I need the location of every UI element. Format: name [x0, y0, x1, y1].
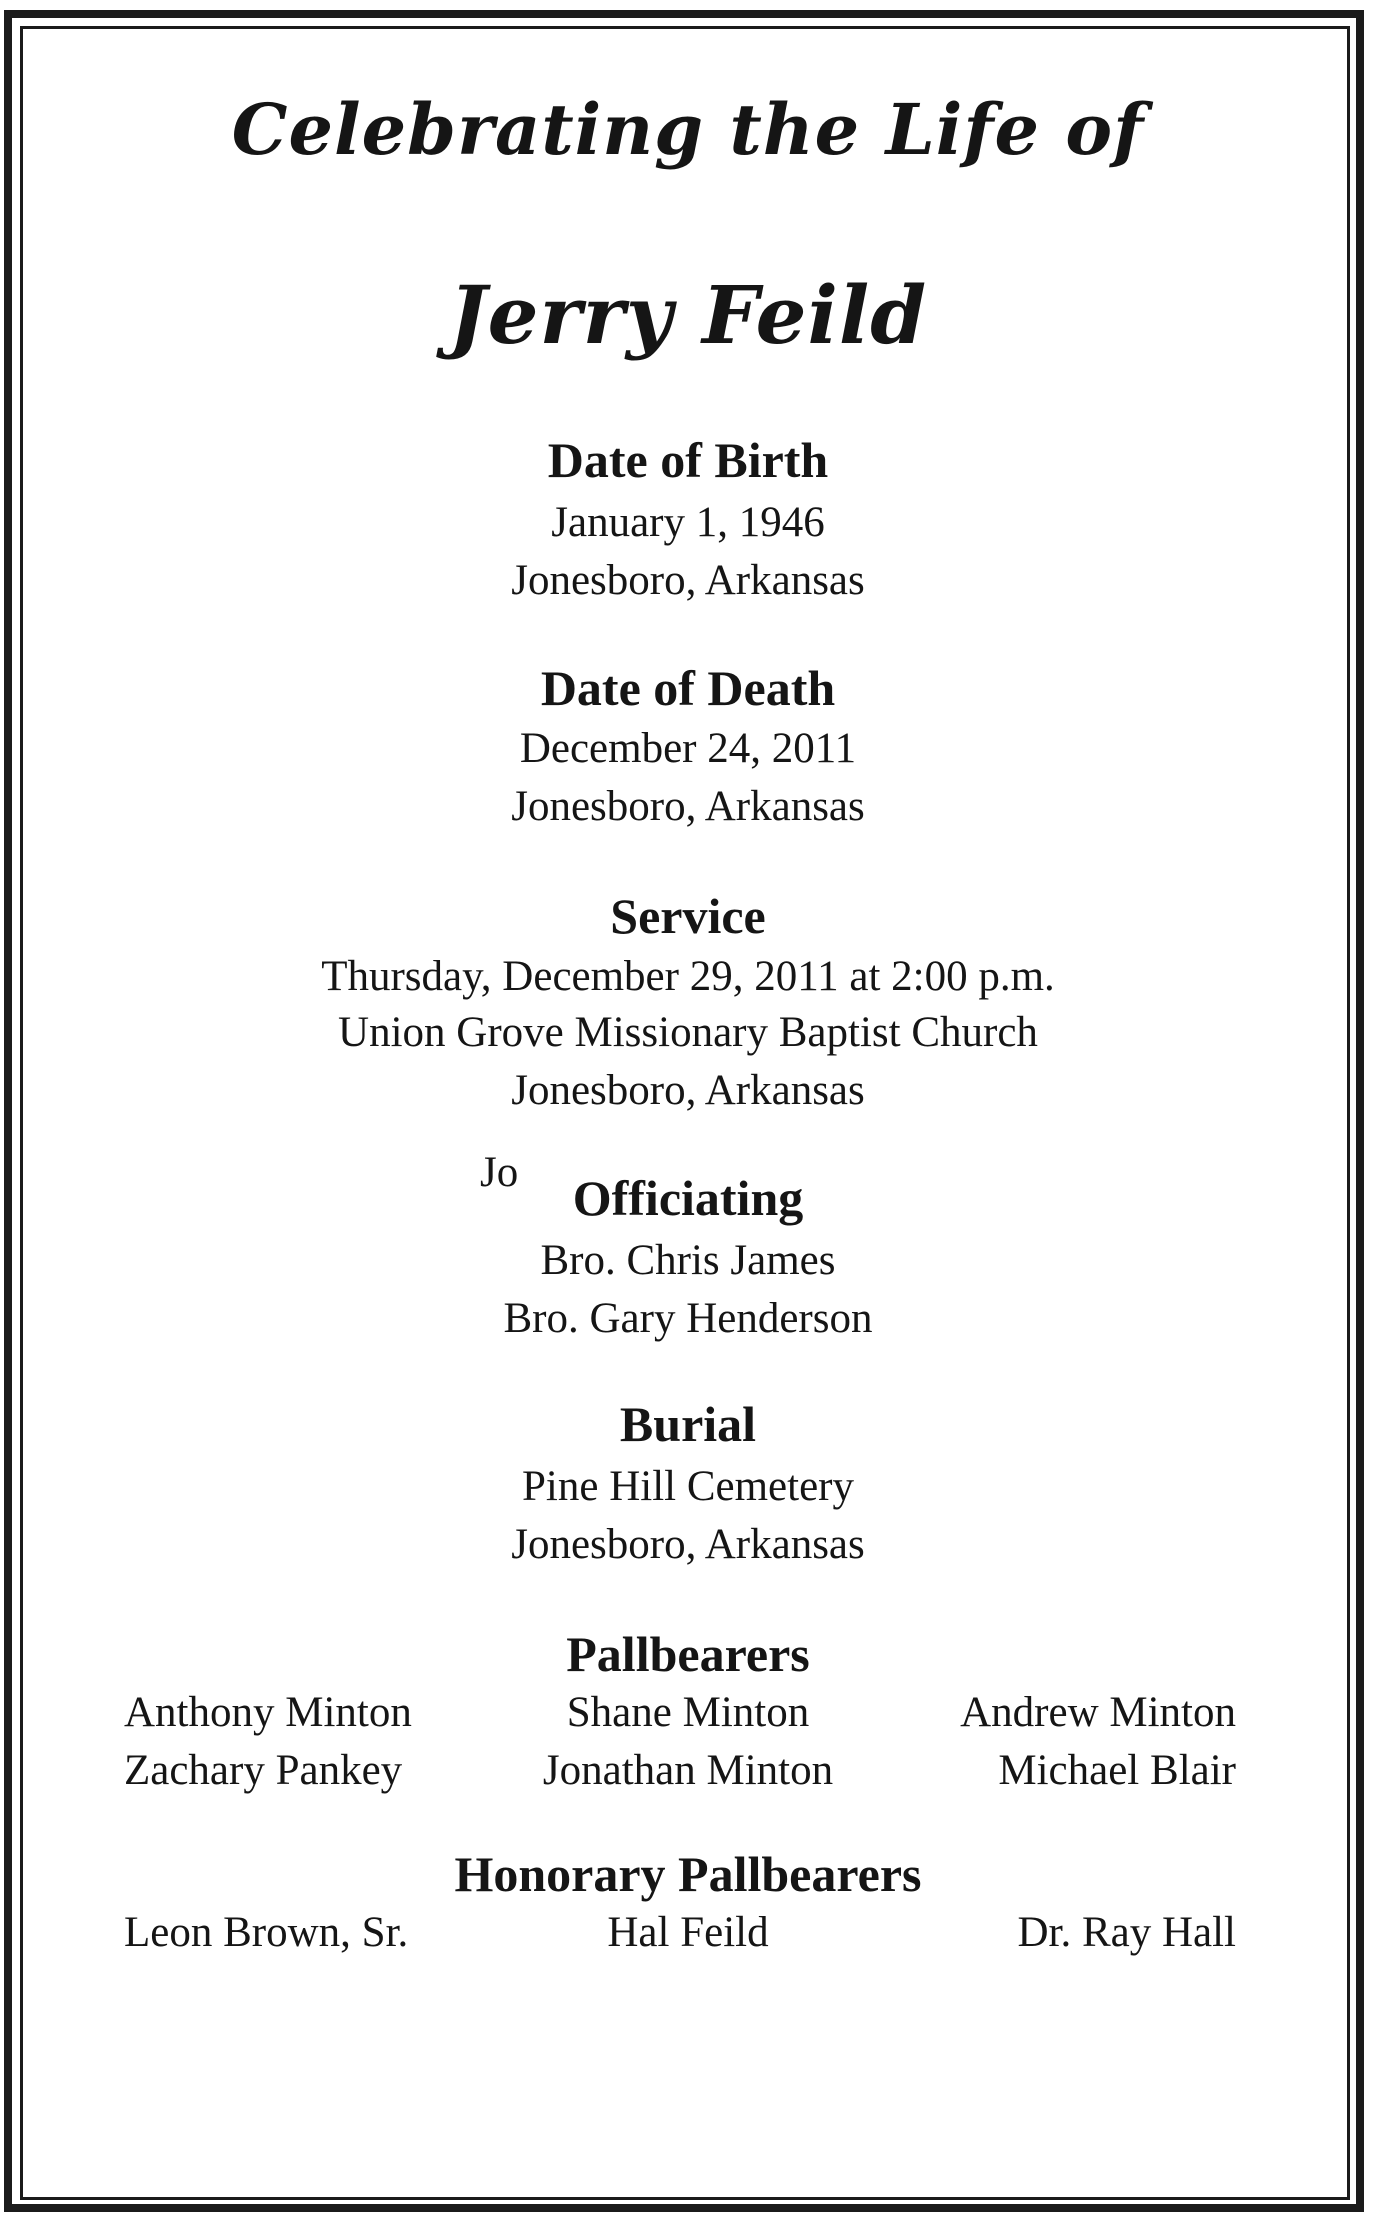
- death-date: December 24, 2011: [519, 725, 857, 772]
- deceased-name: Jerry Feild: [448, 268, 928, 362]
- honorary-pallbearers-heading: Honorary Pallbearers: [454, 1846, 922, 1902]
- pallbearer-name: Michael Blair: [998, 1747, 1236, 1794]
- date-of-birth-heading: Date of Birth: [547, 432, 829, 488]
- service-heading: Service: [610, 888, 766, 944]
- service-datetime: Thursday, December 29, 2011 at 2:00 p.m.: [321, 953, 1055, 1000]
- honorary-pallbearer-name: Dr. Ray Hall: [1017, 1909, 1236, 1956]
- death-place: Jonesboro, Arkansas: [511, 783, 865, 830]
- service-venue: Union Grove Missionary Baptist Church: [338, 1009, 1038, 1056]
- burial-place: Jonesboro, Arkansas: [511, 1521, 865, 1568]
- officiant-1: Bro. Chris James: [540, 1237, 836, 1284]
- pallbearer-name: Jonathan Minton: [542, 1747, 834, 1794]
- stray-text: Jo: [480, 1149, 519, 1196]
- date-of-death-heading: Date of Death: [540, 660, 836, 716]
- service-place: Jonesboro, Arkansas: [511, 1067, 865, 1114]
- pallbearer-name: Shane Minton: [566, 1689, 810, 1736]
- program-title: Celebrating the Life of: [231, 88, 1145, 171]
- birth-place: Jonesboro, Arkansas: [511, 557, 865, 604]
- officiant-2: Bro. Gary Henderson: [503, 1295, 873, 1342]
- pallbearer-name: Zachary Pankey: [124, 1747, 403, 1794]
- honorary-pallbearer-name: Leon Brown, Sr.: [124, 1909, 409, 1956]
- officiating-heading: Officiating: [572, 1170, 804, 1226]
- pallbearer-name: Andrew Minton: [960, 1689, 1236, 1736]
- honorary-pallbearer-name: Hal Feild: [607, 1909, 769, 1956]
- pallbearers-heading: Pallbearers: [566, 1626, 810, 1682]
- burial-heading: Burial: [619, 1396, 757, 1452]
- birth-date: January 1, 1946: [551, 499, 825, 546]
- pallbearer-name: Anthony Minton: [124, 1689, 412, 1736]
- burial-cemetery: Pine Hill Cemetery: [522, 1463, 854, 1510]
